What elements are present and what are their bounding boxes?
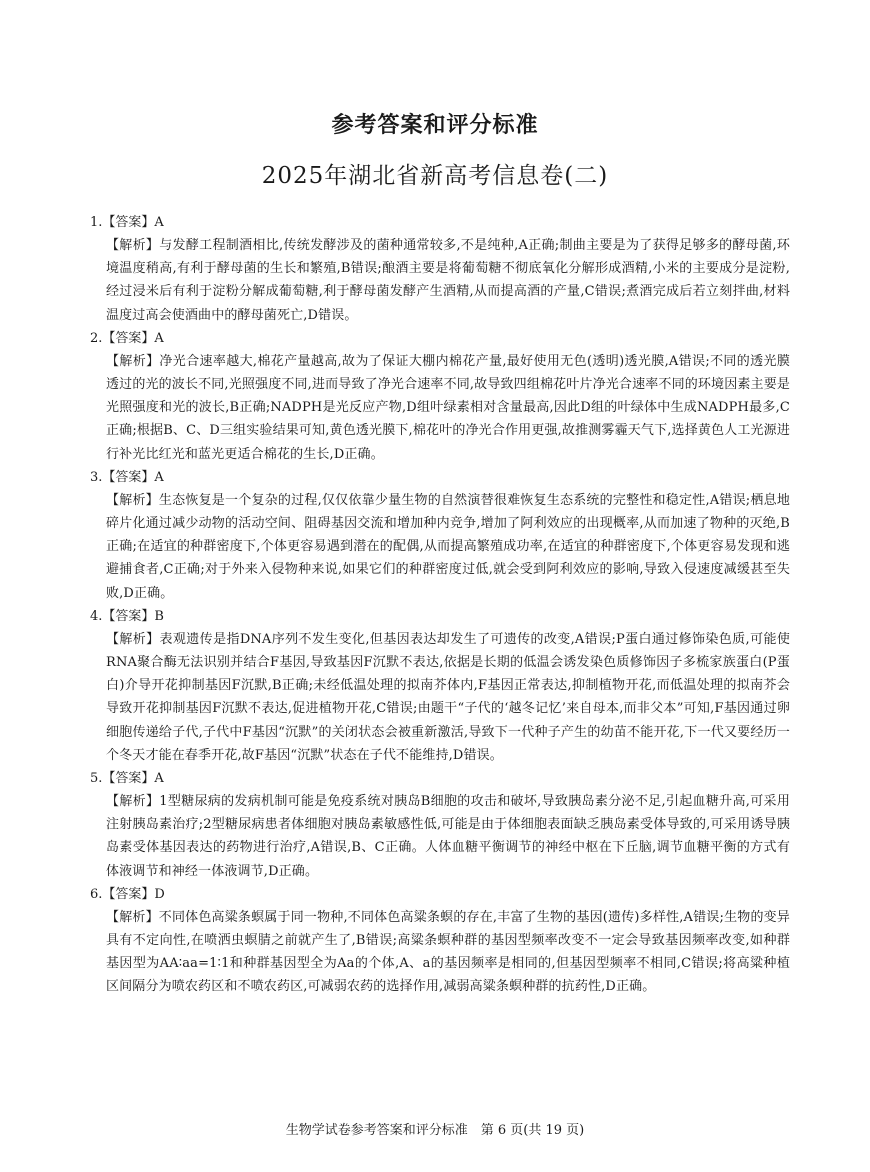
answer-line: 1.【答案】A [90,215,164,230]
question-item-1 [90,211,790,327]
answer-line: 2.【答案】A [90,330,164,346]
question-item-6 [90,883,790,999]
analysis-paragraph: 【解析】与发酵工程制酒相比,传统发酵涉及的菌种通常较多,不是纯种,A正确;制曲主要是为了获得足够多的酵母菌,环境温度稍高,有利于酵母菌的生长和繁殖,B错误;酿酒主要是将葡萄糖不彻底氧化分解形成酒精,小米的主要成分是淀粉,经过浸米后有利于淀粉分解成葡萄糖,利于酵母菌发酵产生酒精,从而提高酒的产量,C错误;煮酒完成后若立刻拌曲,材料温度过高会使酒曲中的酵母菌死亡,D错误。 [106,238,790,323]
analysis-paragraph: 【解析】表观遗传是指DNA序列不发生变化,但基因表达却发生了可遗传的改变,A错误;P蛋白通过修饰染色质,可能使RNA聚合酶无法识别并结合F基因,导致基因F沉默不表达,依据是长期的低温会诱发染色质修饰因子多梳家族蛋白(P蛋白)介导开花抑制基因F沉默,B正确;未经低温处理的拟南芥体内,F基因正常表达,抑制植物开花,而低温处理的拟南芥会导致开花抑制基因F沉默不表达,促进植物开花,C错误;由题干“子代的‘越冬记忆’来自母本,而非父本”可知,F基因通过卵细胞传递给子代,子代中F基因“沉默”的关闭状态会被重新激活,导致下一代种子产生的幼苗不能开花,下一代又要经历一个冬天才能在春季开花,故F基因“沉默”状态在子代不能维持,D错误。 [106,631,790,763]
analysis-paragraph: 【解析】1型糖尿病的发病机制可能是免疫系统对胰岛B细胞的攻击和破坏,导致胰岛素分泌不足,引起血糖升高,可采用注射胰岛素治疗;2型糖尿病患者体细胞对胰岛素敏感性低,可能是由于体细胞表面缺乏胰岛素受体导致的,可采用诱导胰岛素受体基因表达的药物进行治疗,A错误,B、C正确。人体血糖平衡调节的神经中枢在下丘脑,调节血糖平衡的方式有体液调节和神经一体液调节,D正确。 [106,794,790,879]
analysis-paragraph: 【解析】生态恢复是一个复杂的过程,仅仅依靠少量生物的自然演替很难恢复生态系统的完整性和稳定性,A错误;栖息地碎片化通过减少动物的活动空间、阻碍基因交流和增加种内竞争,增加了阿利效应的出现概率,从而加速了物种的灭绝,B正确;在适宜的种群密度下,个体更容易遇到潜在的配偶,从而提高繁殖成功率,在适宜的种群密度下,个体更容易发现和逃避捕食者,C正确;对于外来入侵物种来说,如果它们的种群密度过低,就会受到阿利效应的影响,导致入侵速度减缓甚至失败,D正确。 [106,492,790,601]
page-title: 参考答案和评分标准 [331,113,539,138]
analysis-paragraph: 【解析】不同体色高粱条螟属于同一物种,不同体色高粱条螟的存在,丰富了生物的基因(遗传)多样性,A错误;生物的变异具有不定向性,在喷洒虫螟腈之前就产生了,B错误;高粱条螟种群的基因型频率改变不一定会导致基因频率改变,如种群基因型为AA∶aa=1∶1和种群基因型全为Aa的个体,A、a的基因频率是相同的,但基因型频率不相同,C错误;将高粱种植区间隔分为喷农药区和不喷农药区,可减弱农药的选择作用,减弱高粱条螟种群的抗药性,D正确。 [106,909,790,995]
answer-line: 3.【答案】A [90,469,164,485]
page-footer: 生物学试卷参考答案和评分标准 第 6 页(共 19 页) [285,1123,585,1138]
answer-list [90,211,790,999]
exam-subtitle: 2025年湖北省新高考信息卷(二) [261,163,609,189]
answer-line: 5.【答案】A [90,771,164,787]
analysis-paragraph: 【解析】净光合速率越大,棉花产量越高,故为了保证大棚内棉花产量,最好使用无色(透明)透光膜,A错误;不同的透光膜透过的光的波长不同,光照强度不同,进而导致了净光合速率不同,故导致四组棉花叶片净光合速率不同的环境因素主要是光照强度和光的波长,B正确;NADPH是光反应产物,D组叶绿素相对含量最高,因此D组的叶绿体中生成NADPH最多,C正确;根据B、C、D三组实验结果可知,黄色透光膜下,棉花叶的净光合作用更强,故推测雾霾天气下,选择黄色人工光源进行补光比红光和蓝光更适合棉花的生长,D正确。 [106,353,790,462]
answer-line: 4.【答案】B [90,608,164,624]
question-item-4 [90,605,790,767]
question-item-2 [90,327,790,466]
question-item-5 [90,767,790,883]
question-item-3 [90,466,790,605]
answer-line: 6.【答案】D [90,886,165,902]
